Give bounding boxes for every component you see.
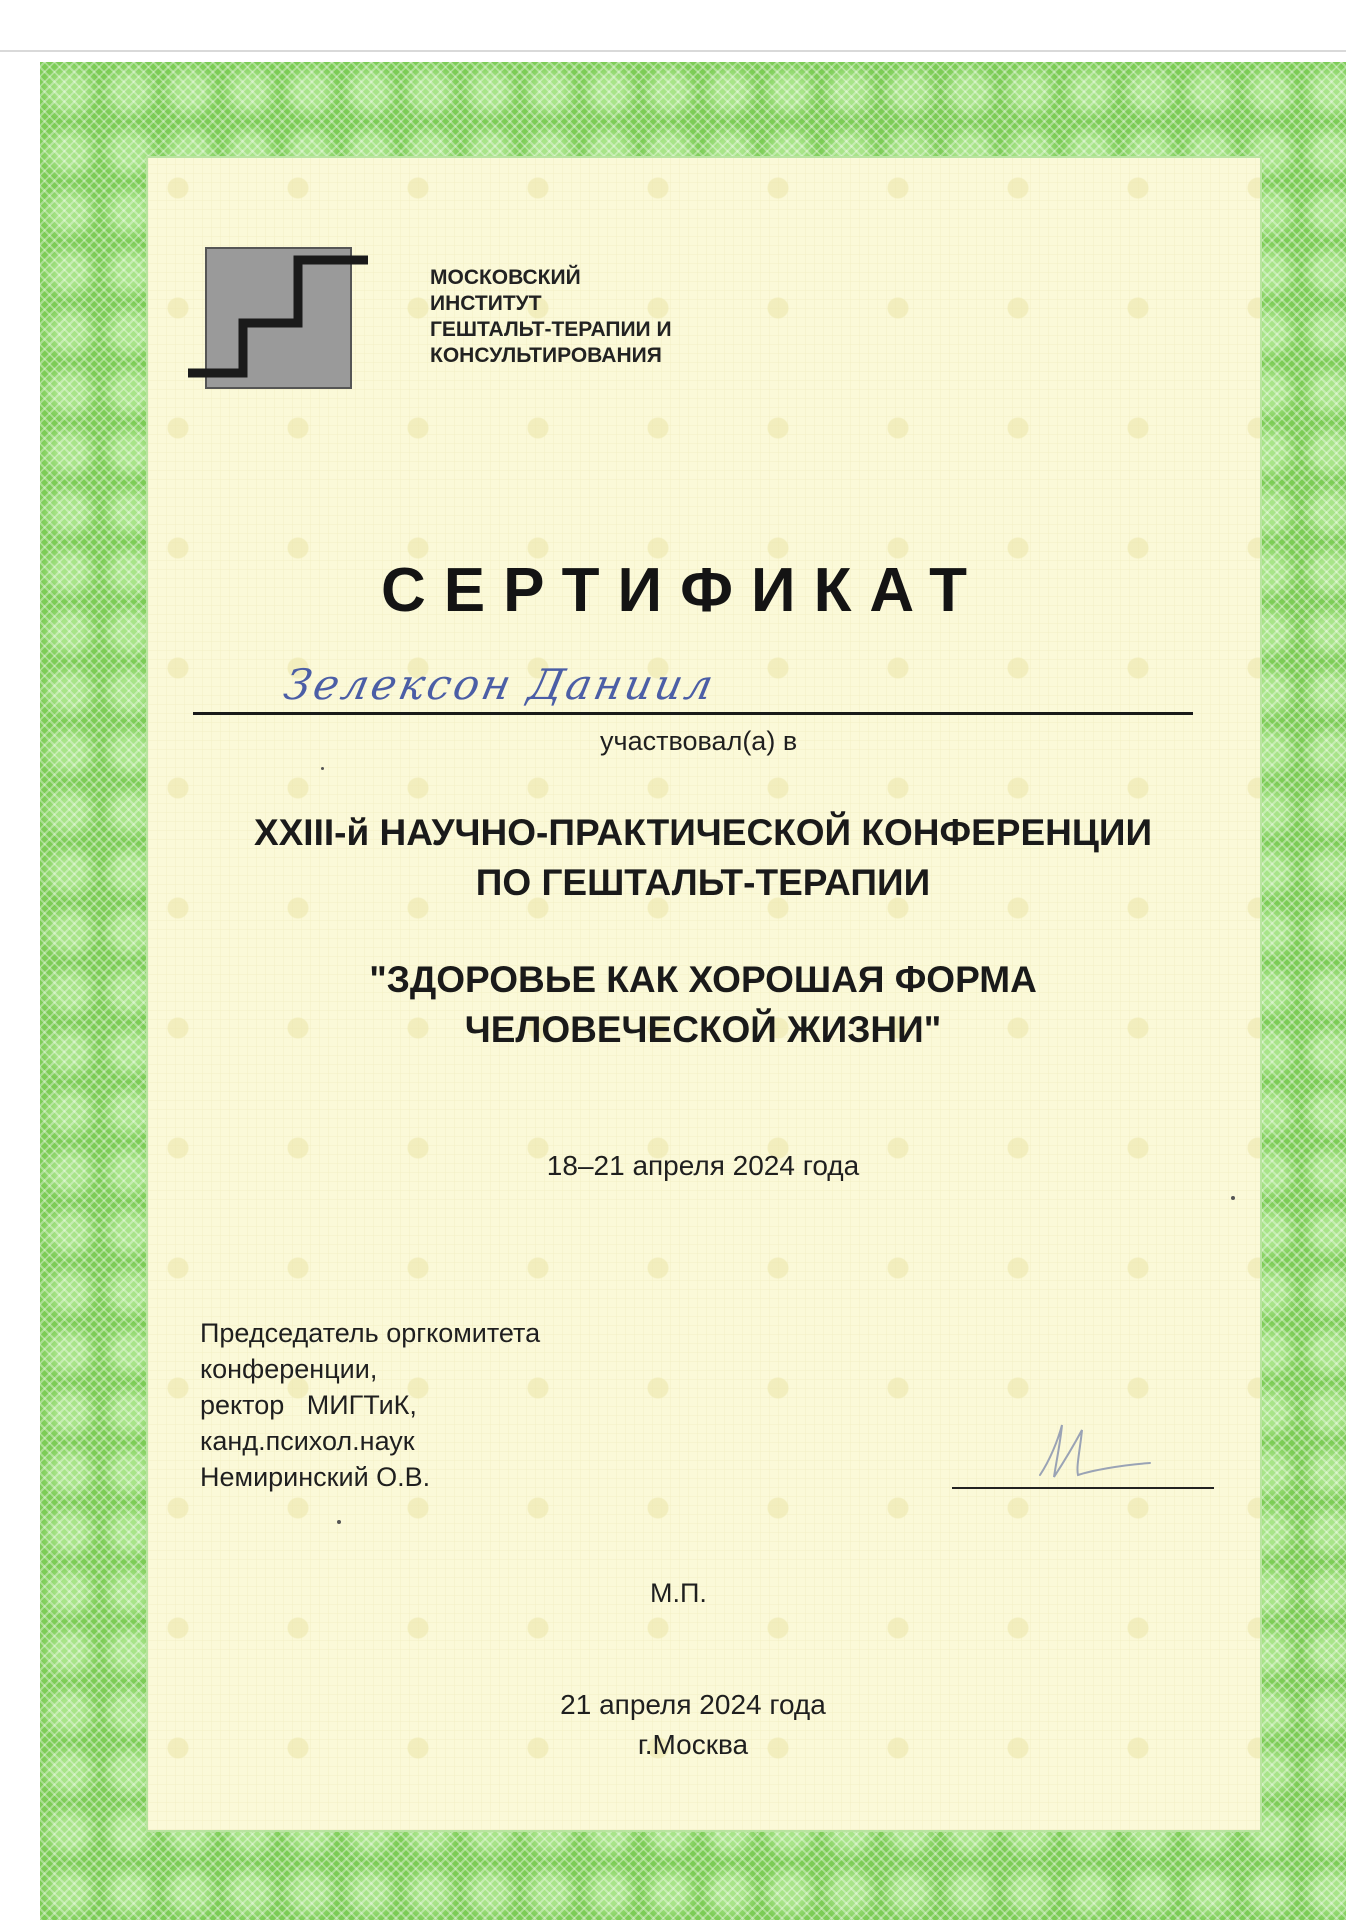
institute-line-1: МОСКОВСКИЙ xyxy=(430,266,581,289)
stamp-place-label: М.П. xyxy=(650,1578,707,1608)
theme-line-1: "ЗДОРОВЬЕ КАК ХОРОШАЯ ФОРМА xyxy=(369,959,1037,1000)
signatory-line-1: Председатель оргкомитета xyxy=(200,1318,541,1348)
signatory-line-5: Немиринский О.В. xyxy=(200,1462,431,1492)
conference-theme xyxy=(0,955,1346,1055)
signatory-line-4: канд.психол.наук xyxy=(200,1426,415,1456)
issue-city: г.Москва xyxy=(637,1729,749,1760)
conference-line-2: ПО ГЕШТАЛЬТ-ТЕРАПИИ xyxy=(475,862,931,903)
scan-speck xyxy=(321,767,324,770)
institute-line-2: ИНСТИТУТ xyxy=(430,292,542,315)
conference-dates: 18–21 апреля 2024 года xyxy=(546,1150,860,1181)
institute-name xyxy=(430,265,672,369)
signature-line xyxy=(952,1487,1214,1489)
conference-title xyxy=(0,808,1346,908)
theme-line-2: ЧЕЛОВЕЧЕСКОЙ ЖИЗНИ" xyxy=(464,1009,942,1050)
institute-line-3: ГЕШТАЛЬТ-ТЕРАПИИ И xyxy=(430,318,672,341)
signatory-block xyxy=(200,1315,540,1495)
scan-edge-line xyxy=(0,50,1346,52)
institute-line-4: КОНСУЛЬТИРОВАНИЯ xyxy=(430,344,662,367)
scan-speck xyxy=(1231,1196,1235,1200)
participated-text: участвовал(а) в xyxy=(600,726,798,756)
signature-icon xyxy=(1010,1405,1160,1485)
conference-line-1: XXIII-й НАУЧНО-ПРАКТИЧЕСКОЙ КОНФЕРЕНЦИИ xyxy=(253,812,1153,853)
certificate-title: СЕРТИФИКАТ xyxy=(381,556,985,625)
signatory-line-2: конференции, xyxy=(200,1354,378,1384)
signatory-line-3: ректор МИГТиК, xyxy=(200,1390,417,1420)
issue-date: 21 апреля 2024 года xyxy=(560,1689,826,1720)
issue-block xyxy=(0,1685,1346,1765)
scan-speck xyxy=(337,1520,341,1524)
staircase-logo-icon xyxy=(188,245,368,390)
recipient-name-handwritten: Зелексон Даниил xyxy=(279,660,721,709)
recipient-name-line xyxy=(193,712,1193,715)
